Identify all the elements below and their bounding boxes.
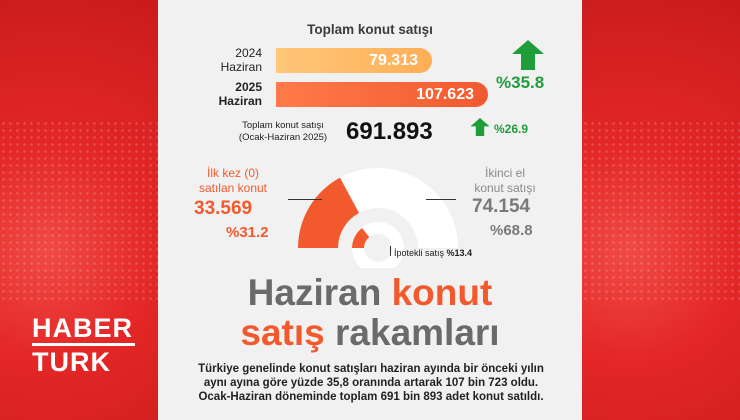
- infographic-panel: [158, 0, 582, 420]
- connector-right: [426, 199, 456, 200]
- total-label-line2: (Ocak-Haziran 2025): [238, 132, 328, 143]
- headline: Toplam konut satışı: [307, 22, 433, 37]
- mortgage-label: [394, 248, 472, 258]
- row-2024-year: 2024: [235, 46, 262, 60]
- big-title-word2: konut: [391, 272, 493, 313]
- dot-pattern-right: [582, 120, 740, 300]
- bar-2024: [276, 48, 432, 73]
- yoy-pct: %35.8: [496, 73, 545, 92]
- logo-line1: HABER: [32, 313, 134, 343]
- total-pct: %26.9: [494, 122, 529, 136]
- bar-2025: [276, 82, 488, 107]
- second-hand-title-line1: İkinci el: [484, 166, 525, 180]
- total-value: 691.893: [346, 118, 433, 145]
- first-sale-pct: %31.2: [226, 224, 269, 241]
- arrow-up-icon: [512, 40, 544, 70]
- bar-2025-value: 107.623: [416, 85, 474, 103]
- big-title-word1: Haziran: [247, 272, 382, 313]
- row-2025-label: [202, 80, 262, 108]
- second-hand-title-line2: konut satışı: [474, 181, 536, 195]
- row-2024-month: Haziran: [220, 60, 262, 74]
- mortgage-pct: %13.4: [446, 248, 473, 258]
- total-label: [228, 120, 338, 144]
- row-2024-label: [202, 46, 262, 74]
- big-title-line1: [158, 272, 582, 314]
- logo-divider: [32, 343, 135, 346]
- first-sale-value: 33.569: [194, 198, 253, 219]
- haberturk-logo: [32, 313, 138, 377]
- big-title-word4: rakamları: [335, 312, 500, 353]
- first-sale-title-line1: İlk kez (0): [206, 166, 259, 180]
- second-hand-pct: %68.8: [490, 222, 533, 239]
- second-hand-value: 74.154: [472, 196, 531, 217]
- bar-2024-value: 79.313: [369, 51, 418, 69]
- connector-left: [288, 199, 322, 200]
- big-title-line2: [158, 312, 582, 354]
- row-2025-month: Haziran: [218, 94, 262, 108]
- second-hand-title: [460, 166, 550, 196]
- row-2025-year: 2025: [235, 80, 262, 94]
- arrow-up-small-icon: [470, 118, 490, 136]
- mortgage-label-text: İpotekli satış: [394, 248, 445, 258]
- dot-pattern-left: [0, 120, 158, 300]
- description: Türkiye genelinde konut satışları haziran ayında bir önceki yılın aynı ayına göre yüzde 35,8 oranında artarak 107 bin 723 oldu. Ocak-Haziran döneminde toplam 691 bin 893 adet konut satıldı.: [198, 363, 544, 403]
- first-sale-title: [188, 166, 278, 196]
- first-sale-title-line2: satılan konut: [198, 181, 268, 195]
- total-label-line1: Toplam konut satışı: [242, 120, 324, 131]
- logo-line2: TURK: [32, 347, 111, 377]
- gauge-center: [364, 234, 392, 262]
- connector-mortgage: [390, 246, 391, 256]
- big-title-word3: satış: [240, 312, 325, 353]
